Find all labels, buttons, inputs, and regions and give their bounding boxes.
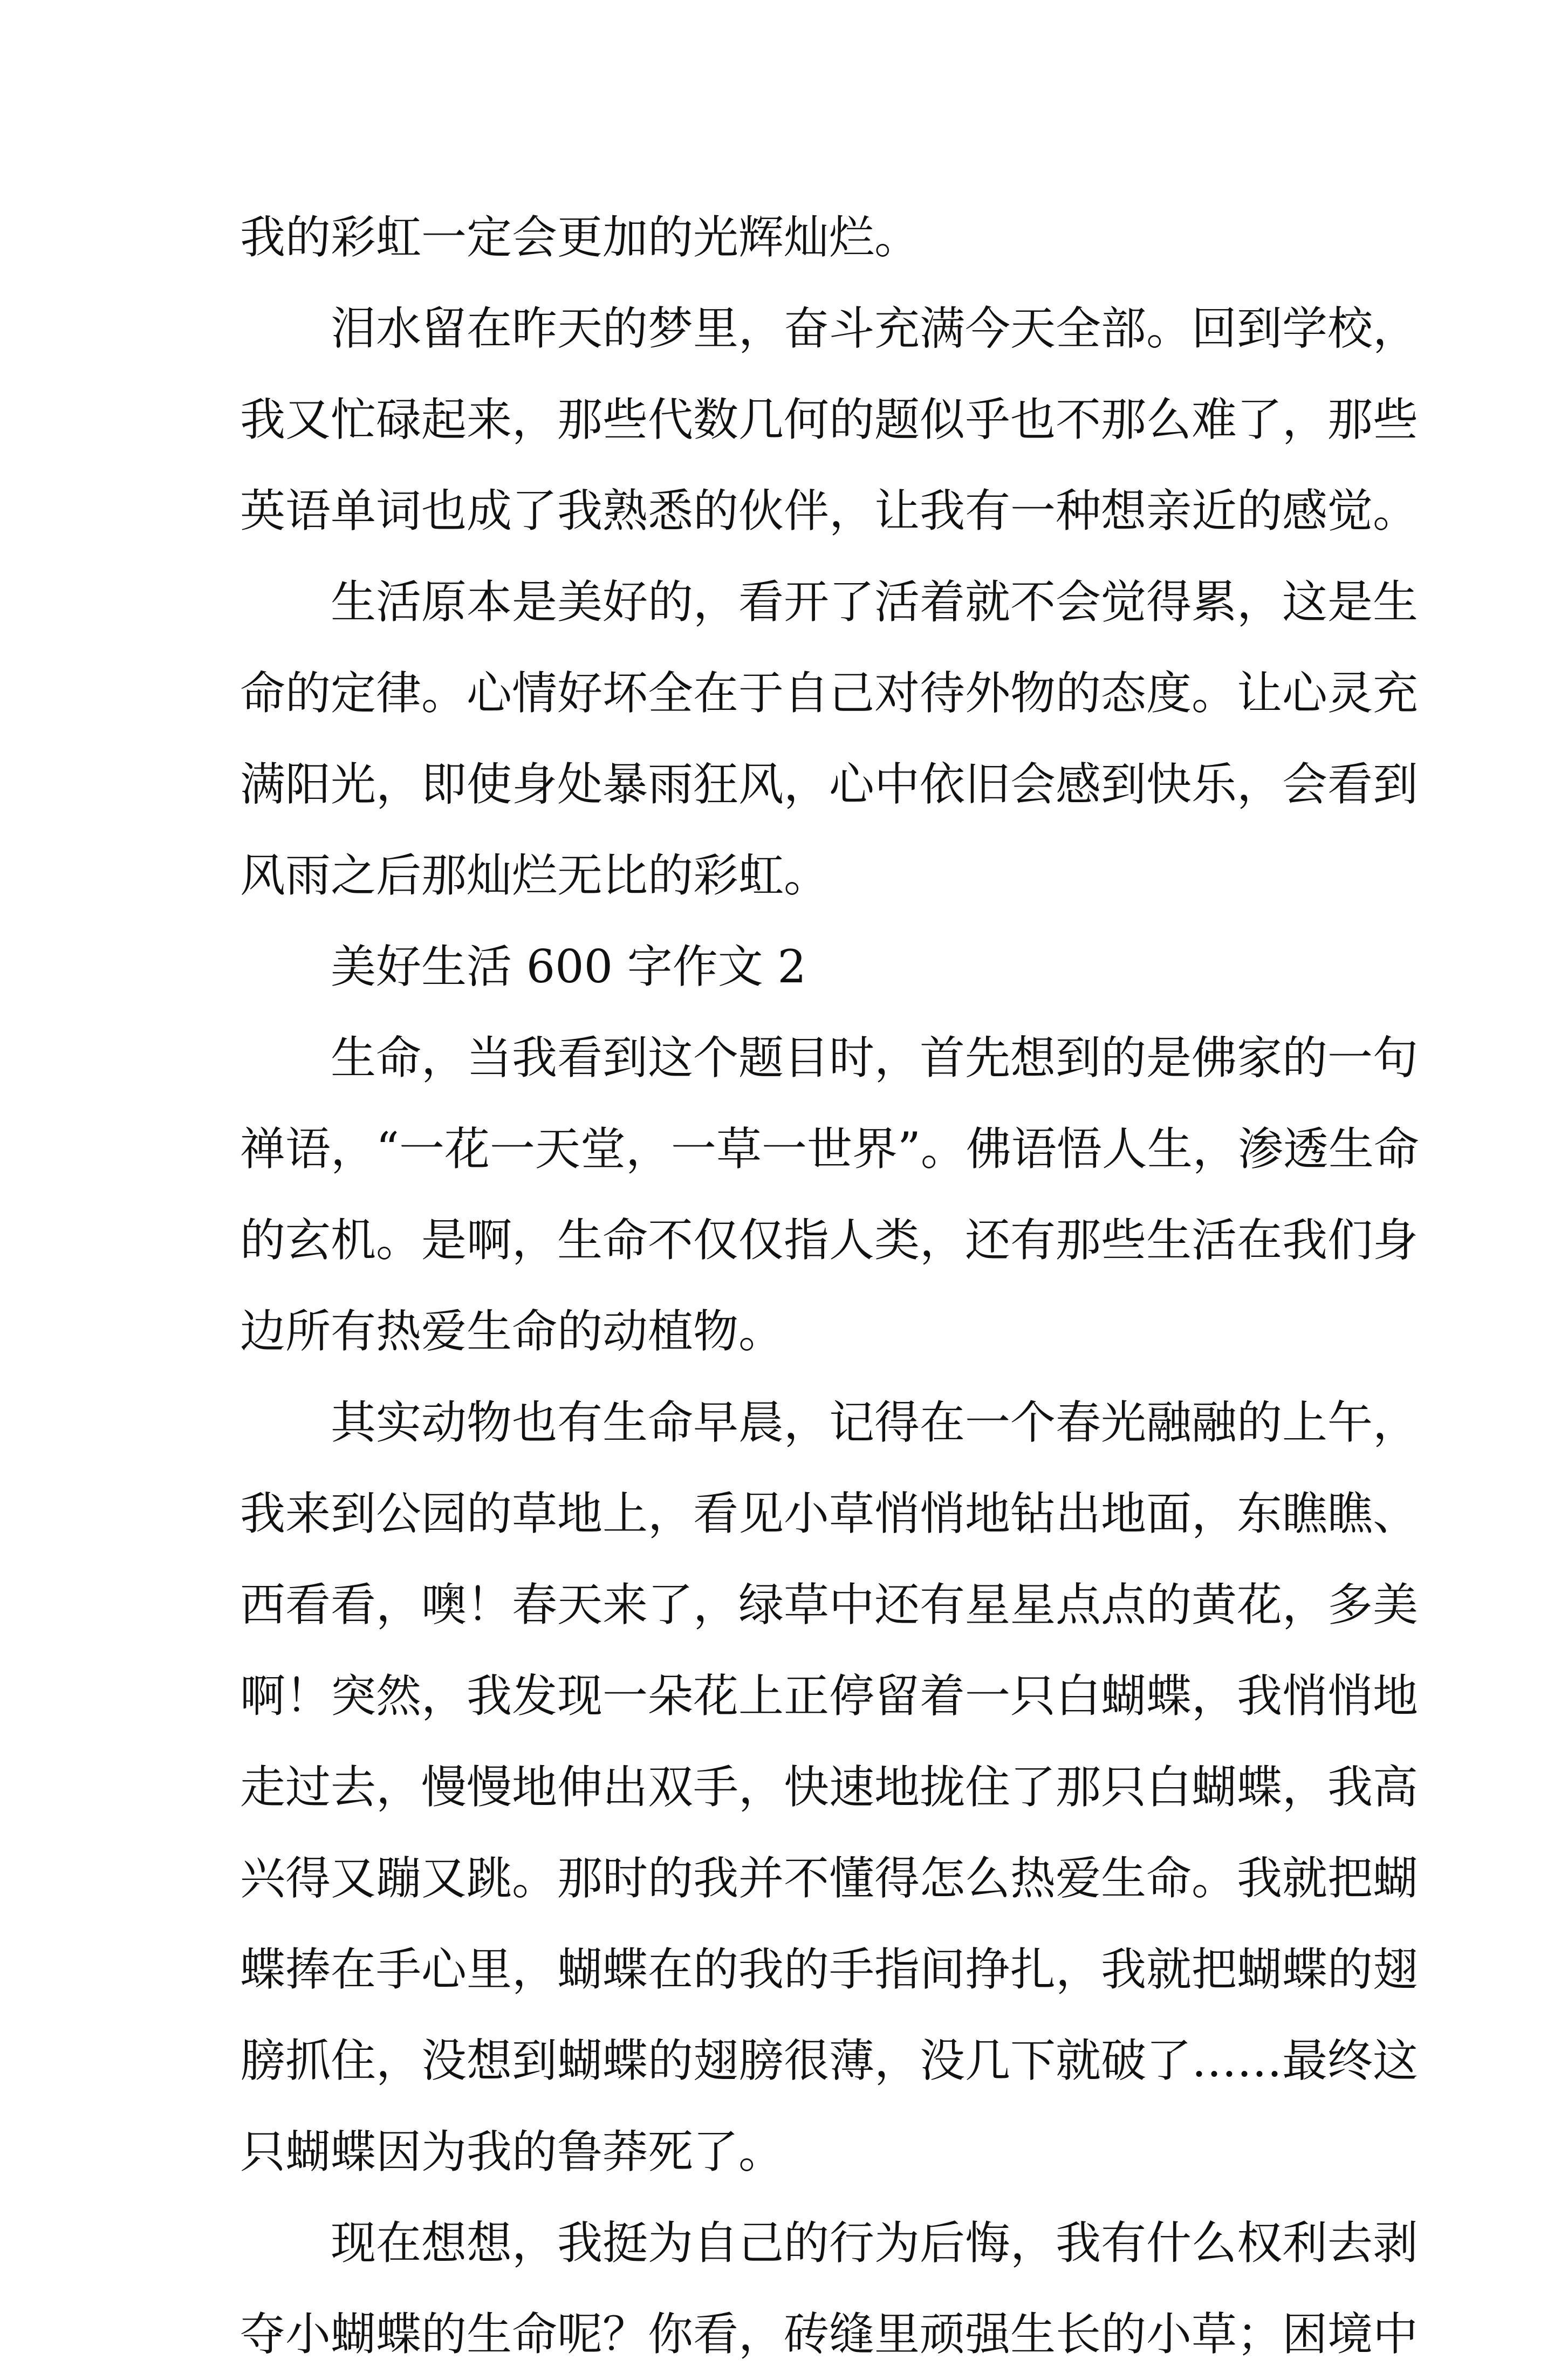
text-line: 我来到公园的草地上，看见小草悄悄地钻出地面，东瞧瞧、 — [240, 1487, 1419, 1540]
text-line: 膀抓住，没想到蝴蝶的翅膀很薄，没几下就破了……最终这 — [240, 2034, 1419, 2087]
essay-body — [240, 192, 1419, 2380]
text-line: 满阳光，即使身处暴雨狂风，心中依旧会感到快乐，会看到 — [240, 758, 1419, 811]
text-line: 的玄机。是啊，生命不仅仅指人类，还有那些生活在我们身 — [240, 1214, 1419, 1267]
text-line: 蝶捧在手心里，蝴蝶在的我的手指间挣扎，我就把蝴蝶的翅 — [240, 1943, 1419, 1996]
text-line: 啊！突然，我发现一朵花上正停留着一只白蝴蝶，我悄悄地 — [240, 1670, 1419, 1722]
text-line: 兴得又蹦又跳。那时的我并不懂得怎么热爱生命。我就把蝴 — [240, 1852, 1419, 1905]
section-heading: 美好生活 600 字作文 2 — [331, 940, 806, 993]
text-line: 我又忙碌起来，那些代数几何的题似乎也不那么难了，那些 — [240, 393, 1419, 446]
text-line: 命的定律。心情好坏全在于自己对待外物的态度。让心灵充 — [240, 667, 1419, 720]
text-line: 泪水留在昨天的梦里，奋斗充满今天全部。回到学校， — [331, 302, 1419, 355]
text-line: 边所有热爱生命的动植物。 — [240, 1305, 784, 1358]
text-line: 英语单词也成了我熟悉的伙伴，让我有一种想亲近的感觉。 — [240, 484, 1419, 537]
text-line: 风雨之后那灿烂无比的彩虹。 — [240, 849, 830, 902]
text-line: 生活原本是美好的，看开了活着就不会觉得累，这是生 — [331, 576, 1419, 628]
text-line: 只蝴蝶因为我的鲁莽死了。 — [240, 2125, 784, 2178]
text-line: 生命，当我看到这个题目时，首先想到的是佛家的一句 — [331, 1031, 1419, 1084]
text-line: 走过去，慢慢地伸出双手，快速地拢住了那只白蝴蝶，我高 — [240, 1761, 1419, 1814]
text-line: 现在想想，我挺为自己的行为后悔，我有什么权利去剥 — [331, 2217, 1419, 2269]
text-line: 我的彩虹一定会更加的光辉灿烂。 — [240, 211, 920, 264]
text-line: 其实动物也有生命早晨，记得在一个春光融融的上午， — [331, 1396, 1419, 1449]
text-line: 夺小蝴蝶的生命呢？你看，砖缝里顽强生长的小草；困境中 — [240, 2308, 1419, 2361]
text-line: 西看看，噢！春天来了，绿草中还有星星点点的黄花，多美 — [240, 1578, 1419, 1631]
text-line: 禅语，“一花一天堂，一草一世界”。佛语悟人生，渗透生命 — [240, 1123, 1419, 1175]
